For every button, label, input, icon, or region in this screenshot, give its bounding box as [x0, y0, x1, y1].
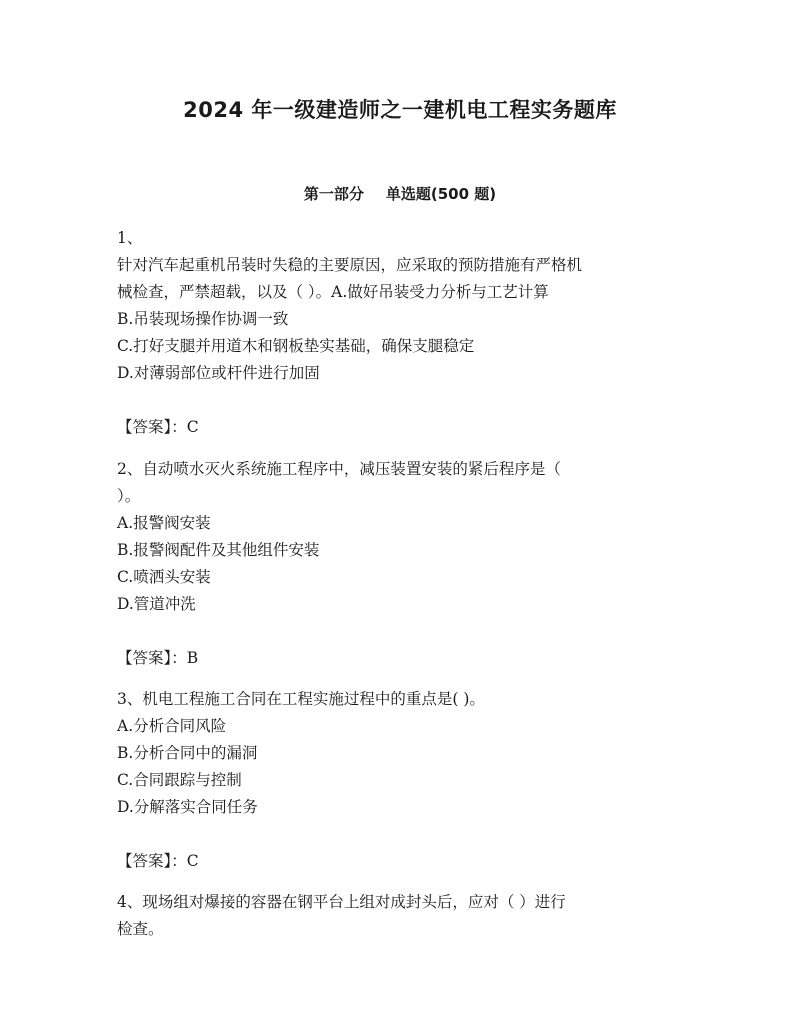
question-2-option-c: C.喷洒头安装	[117, 568, 211, 586]
question-1-option-b: B.吊装现场操作协调一致	[117, 310, 289, 328]
question-2-answer: 【答案】：B	[117, 649, 199, 667]
question-1-stem-line-1: 针对汽车起重机吊装时失稳的主要原因，应采取的预防措施有严格机	[117, 256, 583, 274]
question-2-stem-line-1: 2、自动喷水灭火系统施工程序中，减压装置安装的紧后程序是（	[117, 460, 561, 478]
question-3-option-b: B.分析合同中的漏洞	[117, 744, 258, 762]
document-title: 2024 年一级建造师之一建机电工程实务题库	[183, 98, 617, 122]
question-3-option-c: C.合同跟踪与控制	[117, 771, 242, 789]
section-title	[0, 183, 800, 204]
question-1-option-d: D.对薄弱部位或杆件进行加固	[117, 364, 320, 382]
question-1-option-c: C.打好支腿并用道木和钢板垫实基础，确保支腿稳定	[117, 337, 475, 355]
question-3-option-d: D.分解落实合同任务	[117, 798, 258, 816]
question-2-option-b: B.报警阀配件及其他组件安装	[117, 541, 320, 559]
question-2-option-a: A.报警阀安装	[117, 514, 211, 532]
question-2-option-d: D.管道冲洗	[117, 595, 196, 613]
question-4-stem-line-2: 检查。	[117, 920, 164, 938]
question-3-stem-line-1: 3、机电工程施工合同在工程实施过程中的重点是( )。	[117, 690, 485, 708]
question-3-answer: 【答案】：C	[117, 852, 199, 870]
question-1-answer: 【答案】：C	[117, 418, 199, 436]
question-2-stem-line-2: ）。	[117, 487, 141, 505]
question-4-stem-line-1: 4、现场组对爆接的容器在钢平台上组对成封头后，应对（ ）进行	[117, 893, 566, 911]
question-3-option-a: A.分析合同风险	[117, 717, 227, 735]
section-part: 第一部分	[303, 185, 364, 203]
section-name: 单选题(500 题)	[385, 185, 497, 203]
question-1-number: 1、	[117, 229, 143, 247]
question-1-stem-line-2: 械检查，严禁超载，以及（ ）。A.做好吊装受力分析与工艺计算	[117, 283, 549, 301]
